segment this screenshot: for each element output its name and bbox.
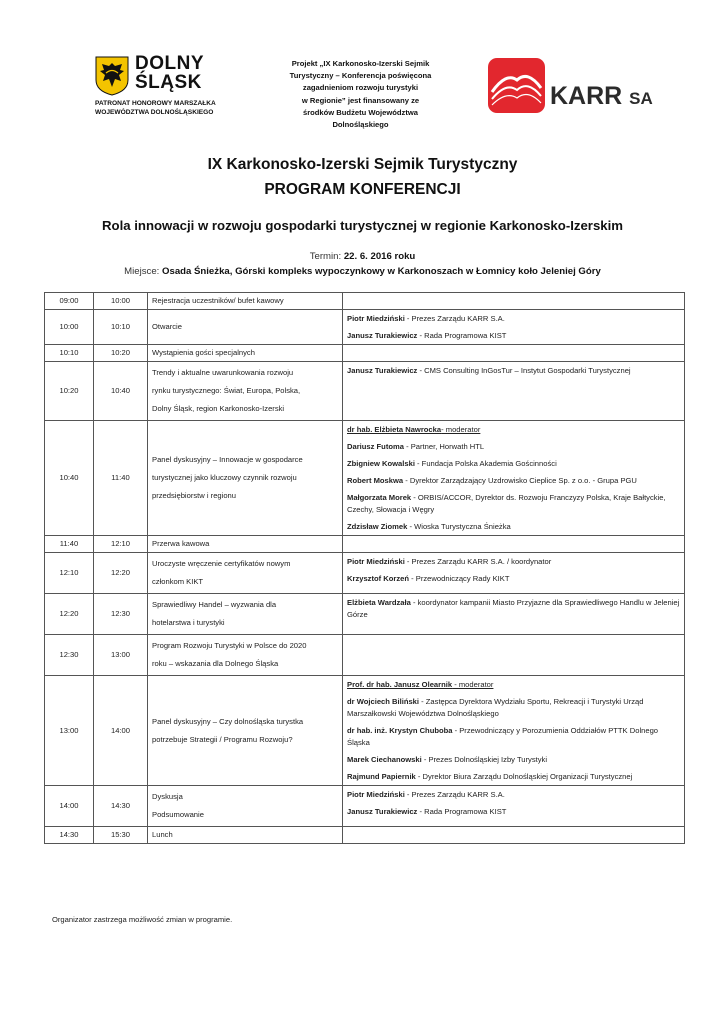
speaker-name: Zdzisław Ziomek	[347, 522, 408, 531]
speaker	[347, 789, 680, 801]
speaker-name: Janusz Turakiewicz	[347, 331, 418, 340]
speaker-name: Piotr Miedziński	[347, 790, 405, 799]
speaker-role: - ORBIS/ACCOR, Dyrektor ds. Rozwoju Franczyzy Polska, Kraje Bałtyckie, Czechy, Słowacja i Węgry	[347, 493, 666, 514]
speakers	[343, 362, 685, 421]
speaker-role: - CMS Consulting InGosTur – Instytut Gospodarki Turystycznej	[417, 366, 631, 375]
dolny-slask-logo	[95, 53, 255, 126]
speaker-role: - Rada Programowa KIST	[417, 807, 507, 816]
logo-name: DOLNY ŚLĄSK	[135, 53, 204, 93]
session-description	[148, 536, 343, 553]
schedule-row	[45, 786, 685, 827]
karr-suffix: SA	[629, 89, 653, 108]
schedule-row	[45, 676, 685, 786]
speaker-name: Dariusz Futoma	[347, 442, 404, 451]
start-time: 12:10	[45, 553, 94, 594]
speaker-name: Prof. dr hab. Janusz Olearnik	[347, 680, 453, 689]
speaker-role: - koordynator kampanii Miasto Przyjazne dla Sprawiedliwego Handlu w Jeleniej Górze	[347, 598, 680, 619]
speaker	[347, 313, 680, 325]
speaker-role: - Zastępca Dyrektora Wydziału Sportu, Rekreacji i Turystyki Urząd Marszałkowski Województwa Dolnośląskiego	[347, 697, 644, 718]
description-line: Lunch	[152, 830, 173, 839]
speakers	[343, 421, 685, 536]
description-line: Uroczyste wręczenie certyfikatów nowym	[152, 559, 291, 568]
speaker	[347, 754, 680, 766]
speaker	[347, 365, 680, 377]
karr-name: KARR	[550, 82, 623, 110]
schedule-row	[45, 827, 685, 844]
schedule-row	[45, 553, 685, 594]
end-time: 14:30	[94, 786, 148, 827]
schedule-row	[45, 635, 685, 676]
speaker	[347, 492, 680, 516]
start-time: 13:00	[45, 676, 94, 786]
speakers	[343, 310, 685, 345]
start-time: 10:40	[45, 421, 94, 536]
program-heading: PROGRAM KONFERENCJI	[264, 181, 461, 198]
event-venue: Miejsce: Osada Śnieżka, Górski kompleks wypoczynkowy w Karkonoszach w Łomnicy koło Jeleniej Góry	[124, 266, 601, 277]
end-time: 15:30	[94, 827, 148, 844]
session-description	[148, 553, 343, 594]
session-description	[148, 293, 343, 310]
session-description	[148, 345, 343, 362]
end-time: 11:40	[94, 421, 148, 536]
speakers	[343, 786, 685, 827]
speaker-role: - moderator	[441, 425, 481, 434]
speaker-role: - Prezes Zarządu KARR S.A. / koordynator	[404, 557, 552, 566]
speaker-name: Zbigniew Kowalski	[347, 459, 415, 468]
end-time: 10:40	[94, 362, 148, 421]
speaker-role: - Przewodniczący Rady KIKT	[409, 574, 510, 583]
end-time: 12:10	[94, 536, 148, 553]
speaker-name: Piotr Miedziński	[347, 557, 405, 566]
description-line: przedsiębiorstw i regionu	[152, 491, 236, 500]
session-description	[148, 421, 343, 536]
end-time: 12:20	[94, 553, 148, 594]
speaker	[347, 696, 680, 720]
schedule-row	[45, 310, 685, 345]
speaker-name: dr hab. Elżbieta Nawrocka	[347, 425, 442, 434]
end-time: 10:00	[94, 293, 148, 310]
description-line: roku – wskazania dla Dolnego Śląska	[152, 659, 279, 668]
speaker	[347, 573, 680, 585]
speaker	[347, 458, 680, 470]
session-description	[148, 362, 343, 421]
description-line: członkom KIKT	[152, 577, 204, 586]
start-time: 11:40	[45, 536, 94, 553]
start-time: 14:00	[45, 786, 94, 827]
speakers	[343, 293, 685, 310]
speaker	[347, 441, 680, 453]
speakers	[343, 345, 685, 362]
start-time: 10:00	[45, 310, 94, 345]
start-time: 14:30	[45, 827, 94, 844]
description-line: hotelarstwa i turystyki	[152, 618, 225, 627]
speaker-name: dr hab. inż. Krystyn Chuboba	[347, 726, 453, 735]
speaker-name: Piotr Miedziński	[347, 314, 405, 323]
speakers	[343, 536, 685, 553]
speakers	[343, 635, 685, 676]
speaker-name: Janusz Turakiewicz	[347, 807, 418, 816]
speaker-role: - Partner, Horwath HTL	[403, 442, 485, 451]
description-line: Panel dyskusyjny – Innowacje w gospodarce	[152, 455, 303, 464]
speaker-name: Robert Moskwa	[347, 476, 404, 485]
patronage-text: PATRONAT HONOROWY MARSZAŁKA WOJEWÓDZTWA DOLNOŚLĄSKIEGO	[95, 100, 216, 116]
speaker	[347, 679, 680, 691]
speaker-role: - Przewodniczący y Porozumienia Oddziałów PTTK Dolnego Śląska	[347, 726, 659, 747]
schedule-row	[45, 362, 685, 421]
description-line: Dyskusja	[152, 792, 183, 801]
footer-note: Organizator zastrzega możliwość zmian w programie.	[52, 915, 233, 924]
description-line: Dolny Śląsk, region Karkonosko-Izerski	[152, 404, 285, 413]
speaker-name: Krzysztof Korzeń	[347, 574, 410, 583]
speaker-role: - Prezes Zarządu KARR S.A.	[404, 790, 505, 799]
schedule-row	[45, 421, 685, 536]
start-time: 12:20	[45, 594, 94, 635]
description-line: rynku turystycznego: Świat, Europa, Polska,	[152, 386, 301, 395]
schedule-row	[45, 594, 685, 635]
speaker-role: - Prezes Dolnośląskiej Izby Turystyki	[421, 755, 548, 764]
project-funding-note: Projekt „IX Karkonosko-Izerski Sejmik Turystyczny – Konferencja poświęcona zagadnieniom rozwoju turystyki w Regionie” jest finansowany ze środków Budżetu Województwa Dolnośląskiego	[289, 59, 432, 130]
schedule-row	[45, 536, 685, 553]
start-time: 09:00	[45, 293, 94, 310]
speaker	[347, 597, 680, 621]
speakers	[343, 553, 685, 594]
mountain-logo-icon	[488, 58, 545, 113]
speaker	[347, 475, 680, 487]
speaker	[347, 521, 680, 533]
session-description	[148, 635, 343, 676]
program-table	[44, 292, 685, 844]
description-line: Podsumowanie	[152, 810, 204, 819]
speaker-name: dr Wojciech Biliński	[347, 697, 420, 706]
karr-logo	[488, 58, 658, 118]
description-line: potrzebuje Strategii / Programu Rozwoju?	[152, 734, 293, 744]
end-time: 14:00	[94, 676, 148, 786]
end-time: 12:30	[94, 594, 148, 635]
event-title: IX Karkonosko-Izerski Sejmik Turystyczny	[207, 156, 518, 173]
speaker-role: - Wioska Turystyczna Śnieżka	[407, 522, 511, 531]
speaker-name: Janusz Turakiewicz	[347, 366, 418, 375]
speaker	[347, 424, 680, 436]
start-time: 10:10	[45, 345, 94, 362]
speaker-role: - Dyrektor Zarządzający Uzdrowisko Cieplice Sp. z o.o. - Grupa PGU	[403, 476, 637, 485]
karr-wordmark	[550, 83, 653, 112]
speakers	[343, 827, 685, 844]
speakers	[343, 594, 685, 635]
schedule-row	[45, 345, 685, 362]
description-line: Otwarcie	[152, 322, 182, 331]
speaker-name: Rajmund Papiernik	[347, 772, 416, 781]
description-line: Trendy i aktualne uwarunkowania rozwoju	[152, 368, 294, 377]
session-description	[148, 786, 343, 827]
speaker	[347, 556, 680, 568]
speaker	[347, 806, 680, 818]
description-line: Panel dyskusyjny – Czy dolnośląska turystka	[152, 716, 304, 726]
session-description	[148, 827, 343, 844]
conference-subtitle: Rola innowacji w rozwoju gospodarki turystycznej w regionie Karkonosko-Izerskim	[101, 218, 624, 233]
session-description	[148, 594, 343, 635]
speaker-role: - Rada Programowa KIST	[417, 331, 507, 340]
speaker-role: - Dyrektor Biura Zarządu Dolnośląskiej Organizacji Turystycznej	[415, 772, 633, 781]
speaker	[347, 725, 680, 749]
speakers	[343, 676, 685, 786]
speaker-role: - Prezes Zarządu KARR S.A.	[404, 314, 505, 323]
end-time: 13:00	[94, 635, 148, 676]
speaker	[347, 771, 680, 783]
speaker-name: Małgorzata Morek	[347, 493, 412, 502]
speaker-name: Elżbieta Wardzała	[347, 598, 411, 607]
description-line: Przerwa kawowa	[152, 539, 210, 548]
speaker-role: - moderator	[452, 680, 494, 689]
description-line: Program Rozwoju Turystyki w Polsce do 2020	[152, 641, 307, 650]
end-time: 10:20	[94, 345, 148, 362]
speaker	[347, 330, 680, 342]
description-line: Rejestracja uczestników/ bufet kawowy	[152, 296, 284, 305]
description-line: Wystąpienia gości specjalnych	[152, 348, 255, 357]
description-line: turystycznej jako kluczowy czynnik rozwoju	[152, 473, 297, 482]
end-time: 10:10	[94, 310, 148, 345]
event-date: Termin: 22. 6. 2016 roku	[309, 251, 416, 262]
start-time: 12:30	[45, 635, 94, 676]
description-line: Sprawiedliwy Handel – wyzwania dla	[152, 600, 277, 609]
start-time: 10:20	[45, 362, 94, 421]
speaker-role: - Fundacja Polska Akademia Gościnności	[414, 459, 557, 468]
session-description	[148, 310, 343, 345]
session-description	[148, 676, 343, 786]
schedule-row	[45, 293, 685, 310]
eagle-shield-icon	[95, 56, 129, 96]
speaker-name: Marek Ciechanowski	[347, 755, 422, 764]
